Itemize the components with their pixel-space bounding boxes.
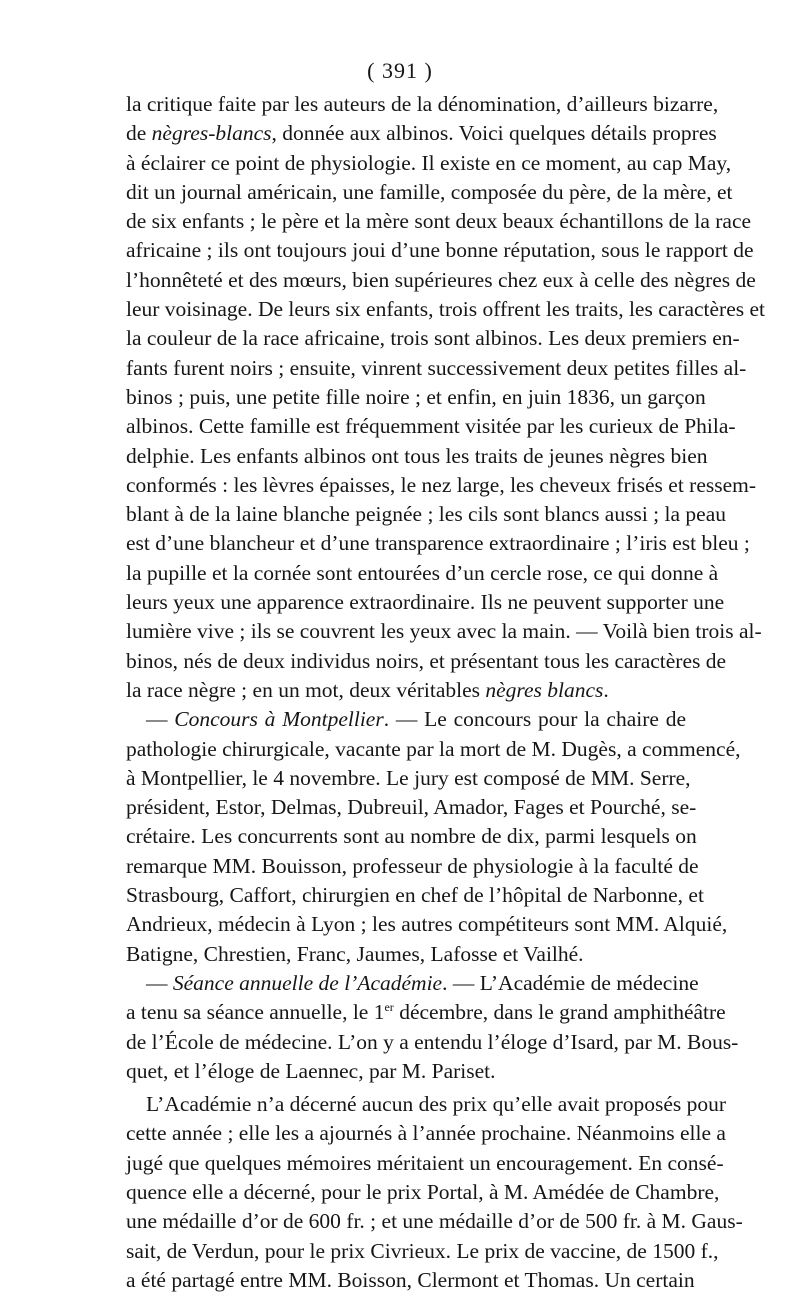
text-line: quence elle a décerné, pour le prix Portal, à M. Amédée de Chambre,	[126, 1179, 720, 1204]
text-line: à éclairer ce point de physiologie. Il existe en ce moment, au cap May,	[126, 150, 732, 175]
text-line: lumière vive ; ils se couvrent les yeux avec la main. — Voilà bien trois al-	[126, 619, 762, 644]
text-line	[126, 119, 717, 148]
text-line: a été partagé entre MM. Boisson, Clermont et Thomas. Un certain	[126, 1267, 695, 1292]
text-line: leurs yeux une apparence extraordinaire. Ils ne peuvent supporter une	[126, 590, 725, 615]
text-segment: .	[603, 677, 609, 702]
text-segment: la race nègre ; en un mot, deux véritables	[126, 677, 486, 702]
text-line: Andrieux, médecin à Lyon ; les autres compétiteurs sont MM. Alquié,	[126, 912, 728, 937]
text-line: crétaire. Les concurrents sont au nombre de dix, parmi lesquels on	[126, 824, 697, 849]
text-line: est d’une blancheur et d’une transparence extraordinaire ; l’iris est bleu ;	[126, 531, 750, 556]
text-line: la pupille et la cornée sont entourées d’un cercle rose, ce qui donne à	[126, 560, 719, 585]
body-text	[126, 90, 766, 1295]
text-line: Batigne, Chrestien, Franc, Jaumes, Lafosse et Vailhé.	[126, 941, 584, 966]
text-line: quet, et l’éloge de Laennec, par M. Pariset.	[126, 1058, 496, 1083]
text-segment: a tenu sa séance annuelle, le 1	[126, 1000, 385, 1025]
text-line: de six enfants ; le père et la mère sont deux beaux échantillons de la race	[126, 209, 752, 234]
page-number: ( 391 )	[367, 58, 433, 83]
text-line: pathologie chirurgicale, vacante par la mort de M. Dugès, a commencé,	[126, 736, 741, 761]
text-line: de l’École de médecine. L’on y a entendu l’éloge d’Isard, par M. Bous-	[126, 1029, 739, 1054]
text-line: L’Académie n’a décerné aucun des prix qu’elle avait proposés pour	[146, 1092, 727, 1117]
text-line: dit un journal américain, une famille, composée du père, de la mère, et	[126, 179, 733, 204]
text-segment: —	[146, 970, 173, 995]
text-line: leur voisinage. De leurs six enfants, trois offrent les traits, les caractères et	[126, 297, 766, 322]
text-line: une médaille d’or de 600 fr. ; et une médaille d’or de 500 fr. à M. Gaus-	[126, 1209, 743, 1234]
text-segment: . — Le concours pour la chaire de	[383, 707, 686, 732]
text-line: remarque MM. Bouisson, professeur de physiologie à la faculté de	[126, 853, 699, 878]
text-line	[126, 998, 726, 1027]
text-line: delphie. Les enfants albinos ont tous les traits de jeunes nègres bien	[126, 443, 708, 468]
superscript-text: er	[384, 1000, 394, 1015]
text-line: Strasbourg, Caffort, chirurgien en chef de l’hôpital de Narbonne, et	[126, 883, 704, 908]
text-segment: décembre, dans le grand amphithéâtre	[393, 1000, 726, 1025]
text-line: cette année ; elle les a ajournés à l’année prochaine. Néanmoins elle a	[126, 1121, 726, 1146]
text-line: binos ; puis, une petite fille noire ; et enfin, en juin 1836, un garçon	[126, 384, 706, 409]
text-line	[126, 676, 686, 705]
text-segment: de	[126, 121, 152, 146]
text-line: albinos. Cette famille est fréquemment visitée par les curieux de Phila-	[126, 414, 736, 439]
text-line: à Montpellier, le 4 novembre. Le jury est composé de MM. Serre,	[126, 765, 691, 790]
text-line: blant à de la laine blanche peignée ; les cils sont blancs aussi ; la peau	[126, 502, 727, 527]
text-line: sait, de Verdun, pour le prix Civrieux. Le prix de vaccine, de 1500 f.,	[126, 1238, 719, 1263]
italic-text: nègres blancs	[485, 677, 604, 702]
text-segment: , donnée aux albinos. Voici quelques détails propres	[271, 121, 717, 146]
text-segment: . — L’Académie de médecine	[442, 970, 699, 995]
italic-text: Séance annuelle de l’Académie	[172, 970, 443, 995]
text-line: la couleur de la race africaine, trois sont albinos. Les deux premiers en-	[126, 326, 740, 351]
text-line: conformés : les lèvres épaisses, le nez large, les cheveux frisés et ressem-	[126, 472, 757, 497]
text-line: jugé que quelques mémoires méritaient un encouragement. En consé-	[126, 1150, 724, 1175]
text-line: l’honnêteté et des mœurs, bien supérieures chez eux à celle des nègres de	[126, 267, 756, 292]
text-line: la critique faite par les auteurs de la dénomination, d’ailleurs bizarre,	[126, 92, 719, 116]
text-line: fants furent noirs ; ensuite, vinrent successivement deux petites filles al-	[126, 355, 747, 380]
text-line	[126, 705, 686, 734]
italic-text: Concours à Montpellier	[174, 707, 384, 732]
text-line: binos, nés de deux individus noirs, et présentant tous les caractères de	[126, 648, 727, 673]
text-line: africaine ; ils ont toujours joui d’une bonne réputation, sous le rapport de	[126, 238, 754, 263]
italic-text: nègres-blancs	[151, 121, 272, 146]
text-line	[126, 969, 699, 998]
text-line: président, Estor, Delmas, Dubreuil, Amador, Fages et Pourché, se-	[126, 795, 697, 820]
text-segment: —	[146, 707, 175, 732]
